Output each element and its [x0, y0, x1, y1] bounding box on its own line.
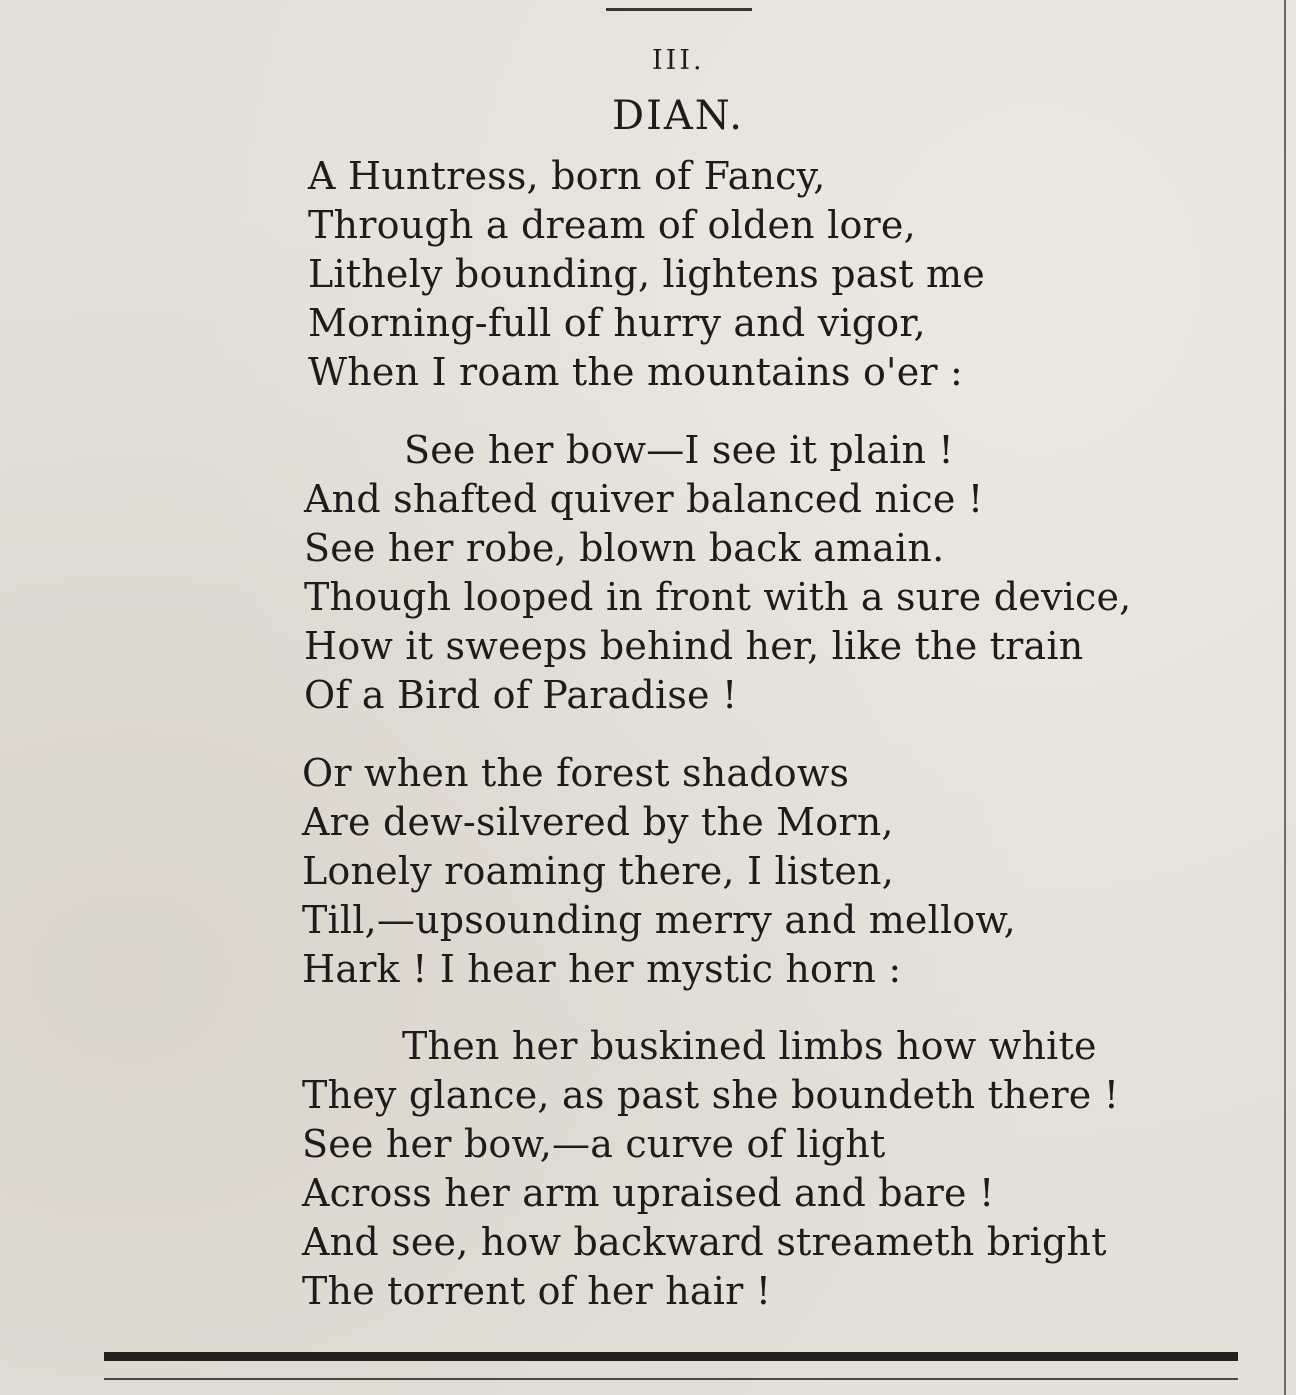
- poem-line: A Huntress, born of Fancy,: [308, 154, 826, 198]
- poem-line: Hark ! I hear her mystic horn :: [302, 947, 902, 991]
- poem-line: And shafted quiver balanced nice !: [304, 477, 984, 521]
- poem-line: Though looped in front with a sure device,: [304, 575, 1132, 619]
- poem-line: Lonely roaming there, I listen,: [302, 849, 894, 893]
- poem-line: See her bow,—a curve of light: [302, 1122, 886, 1166]
- column-rule: [1284, 0, 1286, 1395]
- bottom-rule-thick: [104, 1352, 1238, 1361]
- poem-title: DIAN.: [612, 93, 744, 139]
- poem-line: And see, how backward streameth bright: [302, 1220, 1107, 1264]
- poem-line: Across her arm upraised and bare !: [302, 1171, 995, 1215]
- poem-line: Morning-full of hurry and vigor,: [308, 301, 926, 345]
- poem-line: Through a dream of olden lore,: [308, 203, 916, 247]
- poem-line: When I roam the mountains o'er :: [308, 350, 964, 394]
- poem-line: The torrent of her hair !: [302, 1269, 772, 1313]
- top-rule: [606, 8, 752, 11]
- poem-line: Of a Bird of Paradise !: [304, 673, 738, 717]
- poem-line: How it sweeps behind her, like the train: [304, 624, 1084, 668]
- poem-line: Lithely bounding, lightens past me: [308, 252, 985, 296]
- poem-line: See her bow—I see it plain !: [404, 428, 954, 472]
- poem-line: Are dew-silvered by the Morn,: [302, 800, 894, 844]
- section-number: III.: [652, 45, 705, 76]
- poem-line: See her robe, blown back amain.: [304, 526, 945, 570]
- poem-line: Or when the forest shadows: [302, 751, 850, 795]
- poem-line: They glance, as past she boundeth there !: [302, 1073, 1120, 1117]
- poem-line: Then her buskined limbs how white: [402, 1024, 1097, 1068]
- poem-line: Till,—upsounding merry and mellow,: [302, 898, 1016, 942]
- bottom-rule-thin: [104, 1378, 1238, 1380]
